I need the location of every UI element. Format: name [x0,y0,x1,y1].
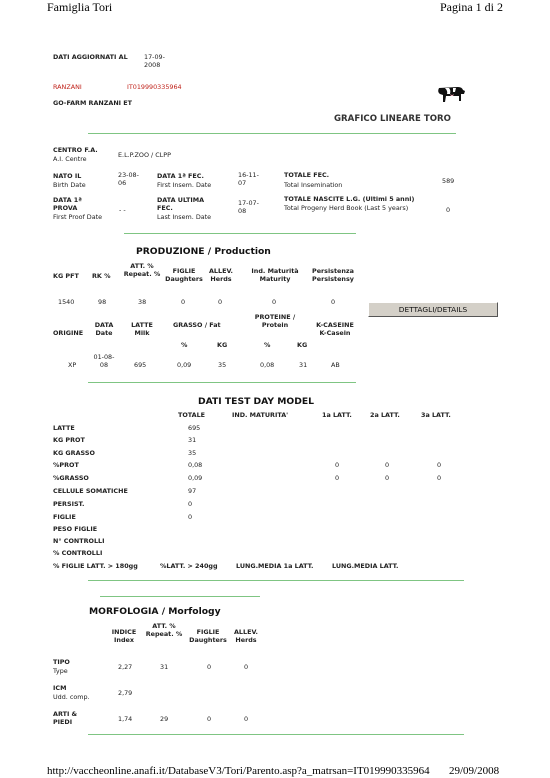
prod-header-proteine-pct: % [264,341,271,349]
morfologia-row-label: TIPO [53,658,70,666]
print-header-title: Famiglia Tori [47,0,113,14]
morfologia-cell-indice: 1,74 [118,715,133,723]
prod-value-grasso-kg: 35 [218,361,227,369]
prod-header-kcaseine: K-CASEINE K-Casein [316,321,354,337]
prod-value-latte: 695 [134,361,147,369]
divider [88,734,464,735]
grafico-lineare-link[interactable]: GRAFICO LINEARE TORO [334,114,451,124]
test-day-row-label: %GRASSO [53,474,89,482]
bull-full-name: GO-FARM RANZANI ET [53,99,133,107]
data-ultima-value: 17-07-08 [238,199,259,215]
morf-header-figlie: FIGLIE Daughters [189,628,227,644]
test-day-cell-totale: 97 [188,487,197,495]
prod-value-figlie: 0 [181,298,186,306]
prod-header-proteine-kg: KG [297,341,308,349]
data-1fec-value: 16-11-07 [238,171,259,187]
td-col-2a: 2a LATT. [370,411,400,419]
prod-header-latte: LATTE Milk [131,321,153,337]
test-day-row-label: %PROT [53,461,79,469]
td-col-totale: TOTALE [178,411,206,419]
test-day-row-label: KG GRASSO [53,449,95,457]
production-title: PRODUZIONE / Production [136,246,271,257]
bull-code: IT019990335964 [127,83,182,91]
print-footer-date: 29/09/2008 [449,765,500,777]
centro-value: E.L.P.ZOO / CLPP [118,151,171,159]
test-day-cell-3a: 0 [437,474,442,482]
test-day-cell-totale: 31 [188,436,197,444]
prod-header-att: ATT. % Repeat. % [123,262,161,278]
td-bottom-label: LUNG.MEDIA 1a LATT. [236,562,314,570]
divider [124,233,356,234]
prod-value-proteine-pct: 0,08 [260,361,275,369]
test-day-row-label: FIGLIE [53,513,76,521]
test-day-row-label: CELLULE SOMATICHE [53,487,128,495]
morf-header-allev: ALLEV. Herds [233,628,258,644]
updated-value: 17-09-2008 [144,53,165,69]
test-day-cell-totale: 0,08 [188,461,203,469]
td-bottom-label: %LATT. > 240gg [160,562,218,570]
test-day-cell-totale: 0 [188,513,193,521]
bull-name: RANZANI [53,83,82,91]
morfologia-cell-indice: 2,79 [118,689,133,697]
morfologia-cell-indice: 2,27 [118,663,133,671]
divider [88,382,356,383]
test-day-row-label: % CONTROLLI [53,549,103,557]
test-day-cell-1a: 0 [335,461,340,469]
test-day-row-label: PERSIST. [53,500,85,508]
td-col-3a: 3a LATT. [421,411,451,419]
prod-header-allev: ALLEV. Herds [208,267,233,283]
nato-value: 23-08-06 [118,171,139,187]
nascite-value: 0 [446,206,451,214]
test-day-cell-1a: 0 [335,474,340,482]
prod-value-rk: 98 [98,298,107,306]
td-col-ind-mat: IND. MATURITA' [232,411,289,419]
morfologia-row-sub: Type [53,667,68,675]
prod-header-kg-pft: KG PFT [53,272,79,280]
divider [88,580,464,581]
centro-label: CENTRO F.A. [53,146,98,154]
prod-header-figlie: FIGLIE Daughters [165,267,203,283]
nascite-label: TOTALE NASCITE L.G. (Ultimi 5 anni) [284,195,415,203]
details-button[interactable]: DETTAGLI/DETAILS [368,302,498,317]
prod-header-grasso-kg: KG [217,341,228,349]
test-day-cell-2a: 0 [385,474,390,482]
morfologia-cell-figlie: 0 [207,715,212,723]
prod-value-origine: XP [68,361,77,369]
morfologia-row-sub: Udd. comp. [53,693,90,701]
test-day-cell-2a: 0 [385,461,390,469]
data-prova-sub: First Proof Date [53,213,103,221]
updated-label: DATI AGGIORNATI AL [53,53,128,61]
test-day-cell-totale: 695 [188,424,201,432]
nato-sub: Birth Date [53,181,86,189]
prod-header-grasso-pct: % [181,341,188,349]
prod-value-kg-pft: 1540 [58,298,75,306]
divider [100,596,260,597]
data-1fec-sub: First Insem. Date [157,181,212,189]
data-ultima-sub: Last Insem. Date [157,213,212,221]
divider [88,133,456,134]
prod-header-ind-mat: Ind. Maturità Maturity [251,267,299,283]
print-footer-url[interactable]: http://vaccheonline.anafi.it/DatabaseV3/Tori/Parento.asp?a_matrsan=IT019990335964 [47,765,430,777]
print-header-page: Pagina 1 di 2 [440,0,503,14]
data-prova-label: DATA 1ª PROVA [53,196,82,212]
data-ultima-label: DATA ULTIMA FEC. [157,196,205,212]
test-day-cell-totale: 0 [188,500,193,508]
nato-label: NATO IL [53,172,82,180]
prod-value-att: 38 [138,298,147,306]
prod-value-grasso-pct: 0,09 [177,361,192,369]
totale-fec-value: 589 [442,177,455,185]
cow-icon [436,82,466,104]
td-bottom-label: % FIGLIE LATT. > 180gg [53,562,138,570]
prod-header-proteine: PROTEINE / Protein [254,313,296,329]
test-day-cell-totale: 0,09 [188,474,203,482]
test-day-row-label: LATTE [53,424,75,432]
morfologia-title: MORFOLOGIA / Morfology [89,606,221,617]
test-day-row-label: PESO FIGLIE [53,525,98,533]
nascite-sub: Total Progeny Herd Book (Last 5 years) [284,204,409,212]
prod-value-allev: 0 [218,298,223,306]
test-day-title: DATI TEST DAY MODEL [198,396,314,407]
test-day-row-label: N° CONTROLLI [53,537,105,545]
morfologia-cell-att: 29 [160,715,169,723]
morf-header-att: ATT. % Repeat. % [145,622,183,638]
prod-value-persistenza: 0 [331,298,336,306]
morfologia-cell-allev: 0 [244,715,249,723]
morfologia-cell-allev: 0 [244,663,249,671]
test-day-cell-3a: 0 [437,461,442,469]
morf-header-indice: INDICE Index [111,628,137,644]
prod-header-data: DATA Date [94,321,114,337]
prod-header-grasso: GRASSO / Fat [173,321,221,329]
td-col-1a: 1a LATT. [322,411,352,419]
prod-value-kcaseine: AB [331,361,340,369]
centro-sub: A.I. Centre [53,155,87,163]
data-1fec-label: DATA 1ª FEC. [157,172,204,180]
morfologia-row-label: ICM [53,684,67,692]
test-day-row-label: KG PROT [53,436,85,444]
morfologia-row-label: ARTI & PIEDI [53,710,78,726]
morfologia-cell-figlie: 0 [207,663,212,671]
prod-header-persistenza: Persistenza Persistensy [312,267,354,283]
morfologia-cell-att: 31 [160,663,169,671]
data-prova-value: - - [119,206,126,214]
td-bottom-label: LUNG.MEDIA LATT. [332,562,399,570]
totale-fec-sub: Total Insemination [284,181,343,189]
prod-value-proteine-kg: 31 [299,361,308,369]
prod-header-rk: RK % [92,272,111,280]
prod-value-data: 01-08-08 [93,353,115,369]
prod-value-ind-mat: 0 [272,298,277,306]
totale-fec-label: TOTALE FEC. [284,171,330,179]
test-day-cell-totale: 35 [188,449,197,457]
prod-header-origine: ORIGINE [53,329,84,337]
